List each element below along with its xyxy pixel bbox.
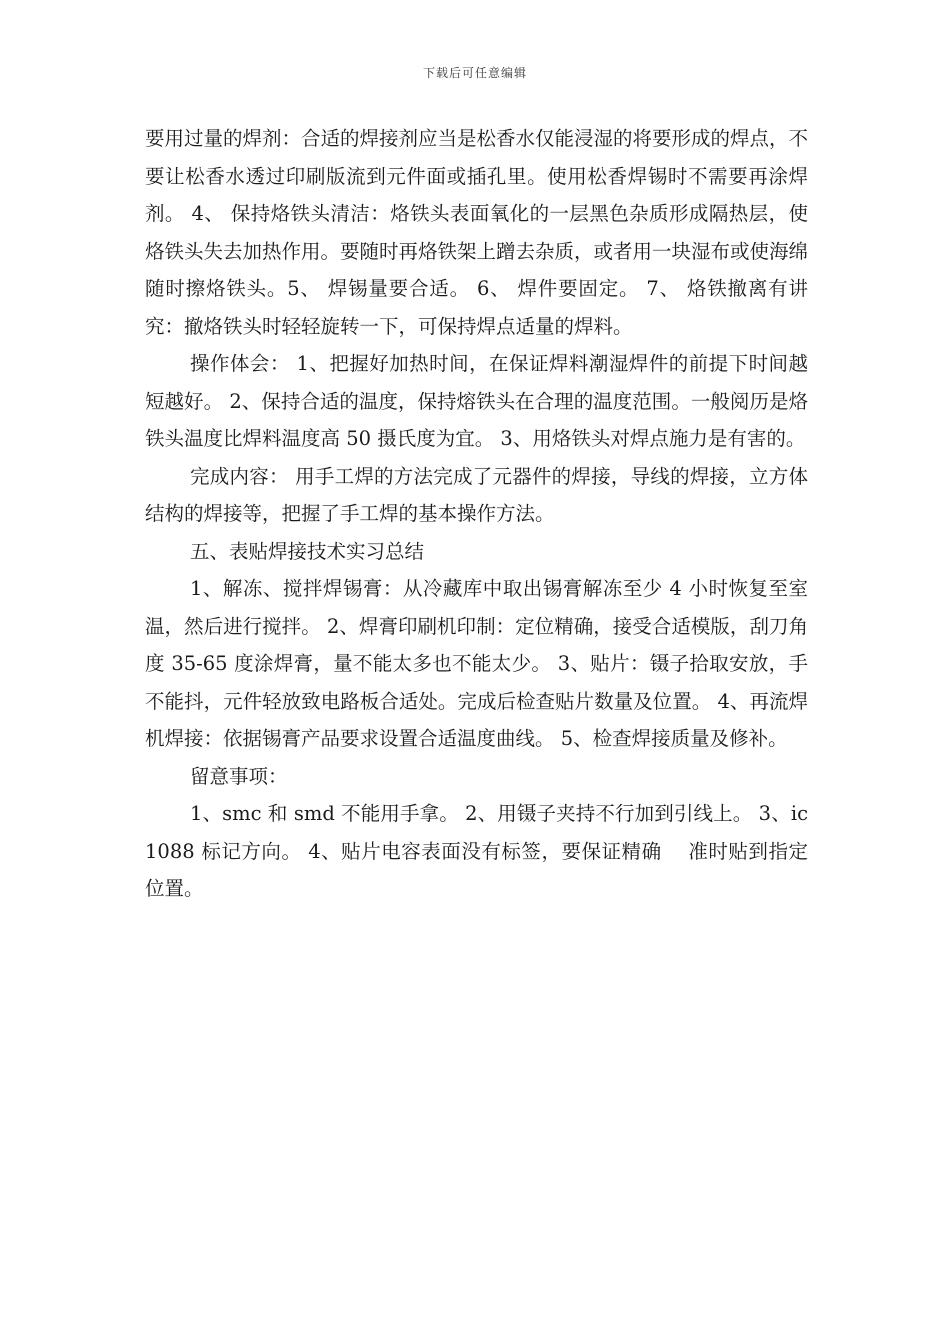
section-heading-smt-summary: 五、表贴焊接技术实习总结 (190, 539, 425, 563)
paragraph-precautions: 1、smc 和 smd 不能用手拿。 2、用镊子夹持不行加到引线上。 3、ic1088 标记方向。 4、贴片电容表面没有标签，要保证精确 准时贴到指定位置。 (145, 802, 808, 900)
paragraph-completed-content: 完成内容： 用手工焊的方法完成了元器件的焊接，导线的焊接，立方体结构的焊接等，把握了手工焊的基本操作方法。 (145, 464, 808, 525)
page-header: 下载后可任意编辑 (422, 66, 527, 80)
heading-precautions: 留意事项： (190, 764, 288, 788)
document-body (145, 120, 808, 908)
paragraph-smt-steps: 1、解冻、搅拌焊锡膏：从冷藏库中取出锡膏解冻至少 4 小时恢复至室温，然后进行搅拌。 2、焊膏印刷机印制：定位精确，接受合适模版，刮刀角度 35-65 度涂焊膏，量不能太多也不能太少。 3、贴片：镊子拾取安放，手不能抖，元件轻放致电路板合适处。完成后检查贴片数量及位置。 4、再流焊机焊接：依据锡膏产品要求设置合适温度曲线。 5、检查焊接质量及修补。 (145, 577, 808, 750)
paragraph-operation-experience: 操作体会： 1、把握好加热时间，在保证焊料潮湿焊件的前提下时间越短越好。 2、保持合适的温度，保持熔铁头在合理的温度范围。一般阅历是烙铁头温度比焊料温度高 50 摄氏度为宜。 3、用烙铁头对焊点施力是有害的。 (145, 352, 808, 450)
paragraph-soldering-tips: 要用过量的焊剂：合适的焊接剂应当是松香水仅能浸湿的将要形成的焊点，不要让松香水透过印刷版流到元件面或插孔里。使用松香焊锡时不需要再涂焊剂。 4、 保持烙铁头清洁：烙铁头表面氧化的一层黑色杂质形成隔热层，使烙铁头失去加热作用。要随时再烙铁架上蹭去杂质，或者用一块湿布或使海绵随时擦烙铁头。5、 焊锡量要合适。 6、 焊件要固定。 7、 烙铁撤离有讲究：撤烙铁头时轻轻旋转一下，可保持焊点适量的焊料。 (145, 127, 809, 338)
